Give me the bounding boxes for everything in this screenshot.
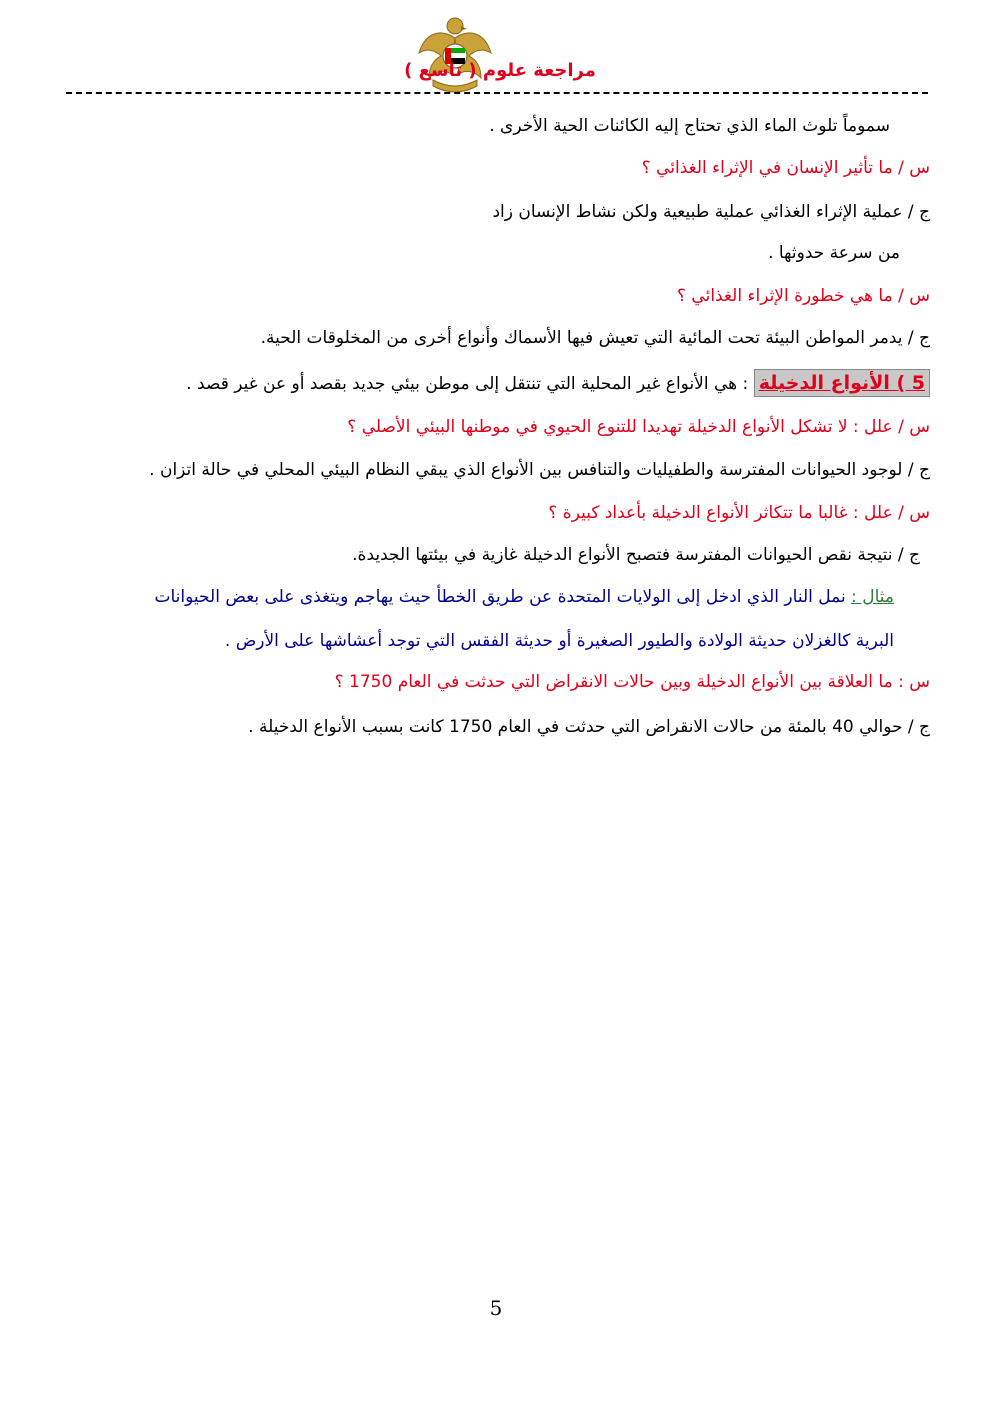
- section-definition-line: [186, 369, 930, 397]
- question-line: س / ما تأثير الإنسان في الإثراء الغذائي ؟: [641, 158, 930, 178]
- page-number: 5: [489, 1296, 503, 1320]
- example-line: [155, 584, 895, 610]
- answer-line: من سرعة حدوثها .: [768, 243, 900, 263]
- question-line: س / علل : غالبا ما تتكاثر الأنواع الدخيلة بأعداد كبيرة ؟: [548, 503, 930, 523]
- text-line: سموماً تلوث الماء الذي تحتاج إليه الكائنات الحية الأخرى .: [489, 116, 890, 136]
- answer-line: ج / نتيجة نقص الحيوانات المفترسة فتصبح الأنواع الدخيلة غازية في بيئتها الجديدة.: [352, 545, 920, 565]
- question-line: س / علل : لا تشكل الأنواع الدخيلة تهديدا للتنوع الحيوي في موطنها البيئي الأصلي ؟: [347, 417, 930, 437]
- question-line: س : ما العلاقة بين الأنواع الدخيلة وبين حالات الانقراض التي حدثت في العام 1750 ؟: [334, 672, 930, 692]
- page-title: مراجعة علوم ( تاسع ): [404, 60, 596, 81]
- answer-line: ج / عملية الإثراء الغذائي عملية طبيعية ولكن نشاط الإنسان زاد: [492, 202, 930, 222]
- section-definition: : هي الأنواع غير المحلية التي تنتقل إلى موطن بيئي جديد بقصد أو عن غير قصد .: [186, 374, 754, 394]
- section-heading: 5 ) الأنواع الدخيلة: [754, 369, 930, 397]
- uae-emblem-icon: [415, 8, 495, 98]
- answer-line: ج / لوجود الحيوانات المفترسة والطفيليات والتنافس بين الأنواع الذي يبقي النظام البيئي المحلي في حالة اتزان .: [149, 460, 930, 480]
- answer-line: ج / يدمر المواطن البيئة تحت المائية التي تعيش فيها الأسماك وأنواع أخرى من المخلوقات الحية.: [260, 328, 930, 348]
- example-line: البرية كالغزلان حديثة الولادة والطيور الصغيرة أو حديثة الفقس التي توجد أعشاشها على الأرض .: [224, 631, 894, 651]
- example-text: نمل النار الذي ادخل إلى الولايات المتحدة عن طريق الخطأ حيث يهاجم ويتغذى على بعض الحيوانات: [154, 587, 852, 607]
- answer-line: ج / حوالي 40 بالمئة من حالات الانقراض التي حدثت في العام 1750 كانت بسبب الأنواع الدخيلة .: [248, 717, 930, 737]
- question-line: س / ما هي خطورة الإثراء الغذائي ؟: [677, 286, 930, 306]
- example-label: مثال :: [851, 587, 894, 607]
- header-divider: [66, 92, 928, 94]
